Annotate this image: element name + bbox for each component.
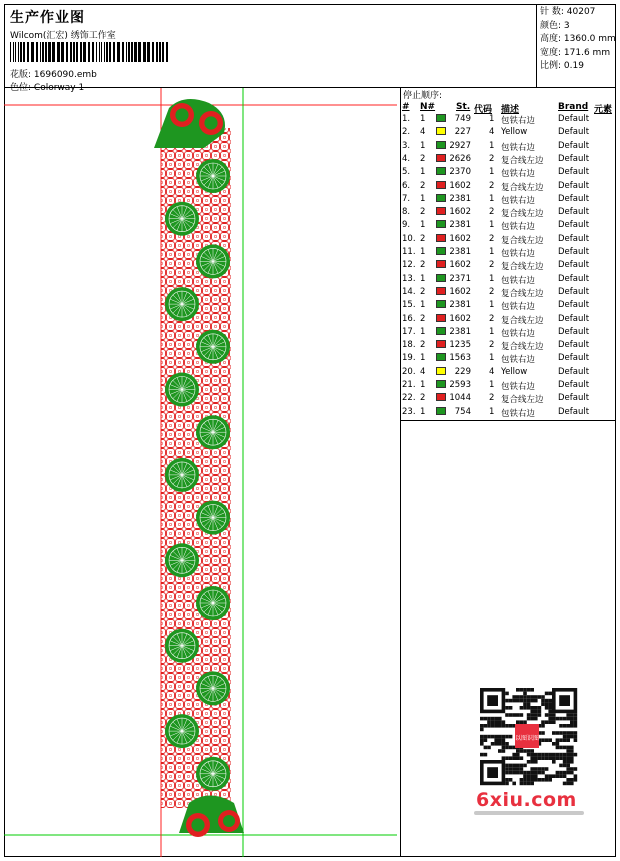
row-index: 9. <box>402 220 411 231</box>
row-index: 20. <box>402 366 416 377</box>
stop-row <box>401 340 616 353</box>
row-brand: Default <box>558 273 590 284</box>
col-header-description: 描述 <box>501 105 520 115</box>
row-code: 1 <box>489 273 495 284</box>
row-stitches: 2381 <box>449 247 471 257</box>
row-code: 1 <box>489 220 495 231</box>
stop-row <box>401 260 616 273</box>
row-stitches: 1044 <box>449 393 471 404</box>
color-swatch <box>436 247 446 255</box>
stop-row <box>401 274 616 287</box>
stop-row <box>401 407 616 420</box>
row-code: 1 <box>489 114 495 124</box>
stop-row <box>401 353 616 366</box>
row-stitches: 2626 <box>449 153 471 164</box>
row-index: 14. <box>402 286 416 297</box>
row-brand: Default <box>558 247 590 257</box>
color-swatch <box>436 154 446 162</box>
color-swatch <box>436 234 446 242</box>
stop-row <box>401 114 616 127</box>
row-index: 6. <box>402 180 411 191</box>
row-stitches: 2381 <box>449 300 471 311</box>
stop-row <box>401 380 616 393</box>
color-swatch <box>436 314 446 322</box>
row-stitches: 229 <box>454 366 471 377</box>
color-swatch <box>436 207 446 215</box>
col-header-needle: N# <box>420 102 436 112</box>
row-needle: 1 <box>420 380 426 390</box>
medallion <box>196 159 230 193</box>
row-description: 复合线左边 <box>501 182 544 193</box>
row-code: 4 <box>489 366 495 377</box>
medallion <box>165 458 199 492</box>
color-swatch <box>436 340 446 348</box>
row-stitches: 2381 <box>449 193 471 204</box>
row-code: 2 <box>489 260 495 271</box>
row-brand: Default <box>558 340 590 351</box>
row-needle: 1 <box>420 326 426 337</box>
color-swatch <box>436 260 446 268</box>
row-brand: Default <box>558 366 590 377</box>
row-needle: 2 <box>420 153 426 164</box>
row-index: 22. <box>402 393 416 404</box>
row-description: 复合线左边 <box>501 209 544 220</box>
row-code: 2 <box>489 340 495 351</box>
row-stitches: 749 <box>454 114 471 124</box>
row-brand: Default <box>558 393 590 404</box>
row-code: 1 <box>489 140 495 151</box>
row-index: 5. <box>402 167 411 178</box>
color-swatch <box>436 393 446 401</box>
row-description: 包铁右边 <box>501 249 536 259</box>
row-needle: 1 <box>420 167 426 178</box>
colorway-label: 色位: <box>10 83 32 93</box>
row-brand: Default <box>558 313 590 324</box>
row-brand: Default <box>558 260 590 271</box>
row-index: 8. <box>402 207 411 218</box>
row-brand: Default <box>558 380 590 390</box>
color-swatch <box>436 274 446 282</box>
medallion <box>165 714 199 748</box>
row-code: 2 <box>489 233 495 244</box>
row-brand: Default <box>558 286 590 297</box>
design-file-name: 1696090.emb <box>33 70 97 80</box>
stat-scale: 比例: 0.19 <box>540 61 584 72</box>
stat-width: 宽度: 171.6 mm <box>540 47 611 58</box>
stop-row <box>401 154 616 167</box>
row-needle: 2 <box>420 207 426 218</box>
row-code: 1 <box>489 353 495 364</box>
company-name: Wilcom(汇宏) 绣饰工作室 <box>10 31 116 41</box>
row-needle: 2 <box>420 180 426 191</box>
stop-row <box>401 300 616 313</box>
row-code: 2 <box>489 393 495 404</box>
row-stitches: 2593 <box>449 380 471 390</box>
row-index: 17. <box>402 326 416 337</box>
row-description: 包铁右边 <box>501 328 536 339</box>
row-needle: 1 <box>420 353 426 364</box>
row-needle: 1 <box>420 220 426 231</box>
row-index: 11. <box>402 247 416 257</box>
row-stitches: 1602 <box>449 286 471 297</box>
row-needle: 2 <box>420 393 426 404</box>
row-needle: 2 <box>420 260 426 271</box>
row-index: 1. <box>402 114 411 124</box>
row-needle: 1 <box>420 273 426 284</box>
row-description: 复合线左边 <box>501 288 544 299</box>
row-index: 23. <box>402 406 416 417</box>
row-index: 18. <box>402 340 416 351</box>
row-brand: Default <box>558 220 590 231</box>
row-needle: 2 <box>420 286 426 297</box>
row-brand: Default <box>558 207 590 218</box>
row-brand: Default <box>558 140 590 151</box>
color-swatch <box>436 353 446 361</box>
row-index: 3. <box>402 140 411 151</box>
stop-sequence-panel <box>401 88 616 421</box>
col-header-index: # <box>402 102 410 112</box>
stat-stitches: 针 数: 40207 <box>540 7 596 17</box>
stop-row <box>401 167 616 180</box>
row-index: 15. <box>402 300 416 311</box>
row-stitches: 1602 <box>449 313 471 324</box>
row-brand: Default <box>558 153 590 164</box>
row-index: 16. <box>402 313 416 324</box>
qr-code-image <box>470 680 586 800</box>
color-swatch <box>436 141 446 149</box>
row-index: 7. <box>402 193 411 204</box>
color-swatch <box>436 181 446 189</box>
colorway-name: Colorway 1 <box>33 83 85 93</box>
medallion <box>196 501 230 535</box>
row-description: 包铁右边 <box>501 195 536 206</box>
row-brand: Default <box>558 326 590 337</box>
row-stitches: 754 <box>454 406 471 417</box>
row-brand: Default <box>558 406 590 417</box>
row-description: 包铁右边 <box>501 382 536 392</box>
row-description: 包铁右边 <box>501 169 536 180</box>
row-stitches: 1235 <box>449 340 471 351</box>
row-stitches: 2371 <box>449 273 471 284</box>
col-header-brand: Brand <box>558 102 589 112</box>
stop-sequence-title: 停止顺序: <box>403 91 443 101</box>
row-needle: 1 <box>420 114 426 124</box>
row-stitches: 1563 <box>449 353 471 364</box>
row-description: 复合线左边 <box>501 235 544 246</box>
stop-row <box>401 393 616 406</box>
medallion <box>196 415 230 449</box>
row-code: 1 <box>489 193 495 204</box>
stop-row <box>401 141 616 154</box>
stop-row <box>401 314 616 327</box>
row-description: 复合线左边 <box>501 315 544 326</box>
row-description: 包铁右边 <box>501 355 536 366</box>
row-code: 1 <box>489 247 495 257</box>
stat-height: 高度: 1360.0 mm <box>540 34 616 45</box>
medallion <box>165 629 199 663</box>
row-code: 1 <box>489 380 495 390</box>
row-description: 复合线左边 <box>501 395 544 406</box>
row-code: 2 <box>489 153 495 164</box>
row-stitches: 2927 <box>449 140 471 151</box>
col-header-element: 元素 <box>594 105 613 115</box>
row-brand: Default <box>558 180 590 191</box>
design-file-line <box>10 67 97 80</box>
row-index: 19. <box>402 353 416 364</box>
stop-row <box>401 287 616 300</box>
row-stitches: 2381 <box>449 326 471 337</box>
row-description: 复合线左边 <box>501 155 544 166</box>
row-needle: 4 <box>420 366 426 377</box>
medallion <box>196 671 230 705</box>
row-index: 2. <box>402 127 411 138</box>
row-code: 2 <box>489 313 495 324</box>
row-needle: 1 <box>420 247 426 257</box>
stop-row <box>401 220 616 233</box>
stats-list <box>540 6 616 74</box>
row-needle: 4 <box>420 127 426 138</box>
row-brand: Default <box>558 353 590 364</box>
stop-row <box>401 367 616 380</box>
row-index: 12. <box>402 260 416 271</box>
color-swatch <box>436 407 446 415</box>
medallion <box>165 543 199 577</box>
qr-badge-text: 以图识图 <box>514 735 540 742</box>
medallion <box>165 202 199 236</box>
stop-row <box>401 327 616 340</box>
row-brand: Default <box>558 193 590 204</box>
row-code: 1 <box>489 406 495 417</box>
page-title: 生产作业图 <box>10 10 85 26</box>
row-brand: Default <box>558 114 590 124</box>
row-index: 21. <box>402 380 416 390</box>
medallion <box>165 373 199 407</box>
row-code: 1 <box>489 326 495 337</box>
color-swatch <box>436 127 446 135</box>
row-stitches: 1602 <box>449 207 471 218</box>
flower-motif <box>170 103 194 127</box>
flower-motif <box>199 111 223 135</box>
col-header-code: 代码 <box>474 105 493 115</box>
row-stitches: 2370 <box>449 167 471 178</box>
medallion <box>196 757 230 791</box>
design-canvas <box>4 88 401 857</box>
row-index: 10. <box>402 233 416 244</box>
embroidery-design-preview <box>4 88 401 857</box>
row-description: 包铁右边 <box>501 275 536 286</box>
medallion <box>165 287 199 321</box>
watermark-underline <box>474 811 584 815</box>
row-code: 2 <box>489 207 495 218</box>
color-swatch <box>436 114 446 122</box>
row-needle: 1 <box>420 406 426 417</box>
col-header-stitches: St. <box>456 102 471 112</box>
color-swatch <box>436 194 446 202</box>
row-brand: Default <box>558 127 590 138</box>
watermark-text: 6xiu.com <box>476 789 577 811</box>
flower-motif <box>186 813 210 837</box>
color-swatch <box>436 167 446 175</box>
row-description: Yellow <box>501 366 528 377</box>
barcode-image <box>10 42 170 62</box>
row-description: 包铁右边 <box>501 116 536 126</box>
row-index: 4. <box>402 153 411 164</box>
color-swatch <box>436 380 446 388</box>
row-description: 包铁右边 <box>501 142 536 153</box>
row-code: 1 <box>489 167 495 178</box>
design-label: 花版: <box>10 70 32 80</box>
row-code: 2 <box>489 180 495 191</box>
header-panel <box>4 4 537 93</box>
row-stitches: 1602 <box>449 233 471 244</box>
row-description: 包铁右边 <box>501 408 536 419</box>
row-needle: 1 <box>420 193 426 204</box>
row-brand: Default <box>558 167 590 178</box>
stat-colors: 颜色: 3 <box>540 20 570 31</box>
color-swatch <box>436 220 446 228</box>
flower-motif <box>218 810 240 832</box>
row-needle: 1 <box>420 140 426 151</box>
stop-row <box>401 127 616 140</box>
row-description: 复合线左边 <box>501 262 544 273</box>
row-code: 1 <box>489 300 495 311</box>
row-brand: Default <box>558 233 590 244</box>
medallion <box>196 244 230 278</box>
row-needle: 2 <box>420 313 426 324</box>
row-code: 4 <box>489 127 495 138</box>
stop-row <box>401 247 616 260</box>
row-stitches: 227 <box>454 127 471 138</box>
row-needle: 2 <box>420 233 426 244</box>
color-swatch <box>436 327 446 335</box>
medallion <box>196 586 230 620</box>
color-swatch <box>436 367 446 375</box>
row-needle: 1 <box>420 300 426 311</box>
row-index: 13. <box>402 273 416 284</box>
stop-row <box>401 181 616 194</box>
row-needle: 2 <box>420 340 426 351</box>
stop-row <box>401 194 616 207</box>
row-code: 2 <box>489 286 495 297</box>
row-brand: Default <box>558 300 590 311</box>
stop-row <box>401 234 616 247</box>
row-description: Yellow <box>501 127 528 138</box>
row-stitches: 1602 <box>449 260 471 271</box>
row-stitches: 2381 <box>449 220 471 231</box>
medallion <box>196 330 230 364</box>
row-description: 包铁右边 <box>501 302 536 313</box>
color-swatch <box>436 287 446 295</box>
stop-row <box>401 207 616 220</box>
color-swatch <box>436 300 446 308</box>
row-description: 复合线左边 <box>501 342 544 353</box>
row-stitches: 1602 <box>449 180 471 191</box>
row-description: 包铁右边 <box>501 222 536 233</box>
